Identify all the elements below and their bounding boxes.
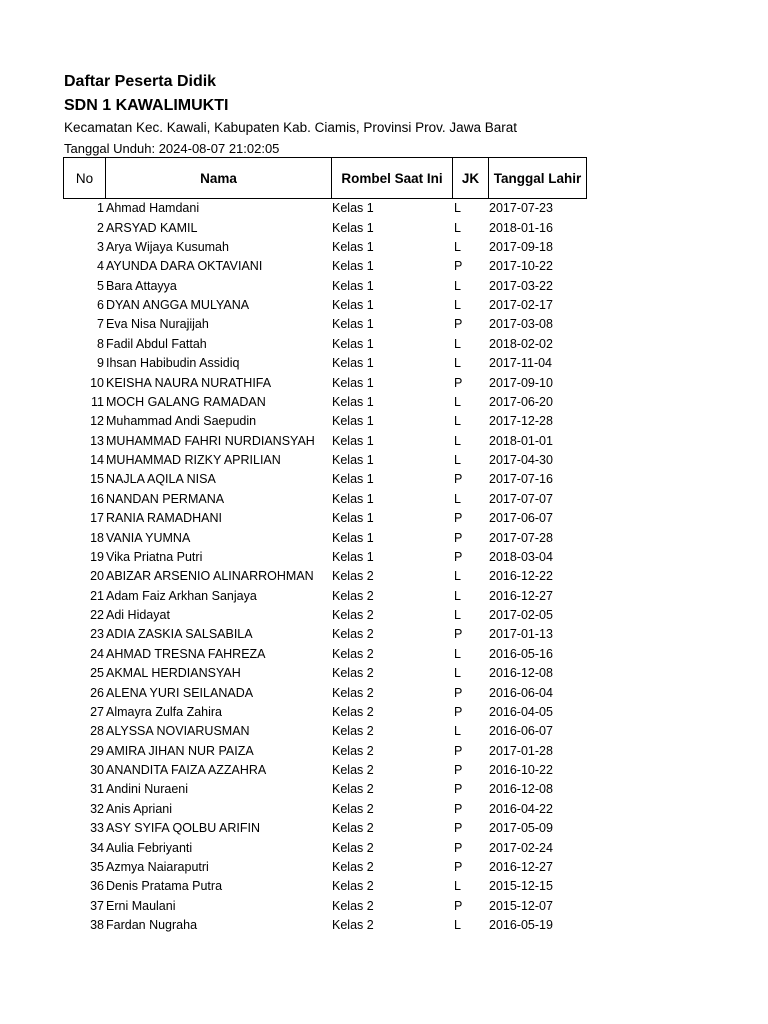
cell-nama: Almayra Zulfa Zahira xyxy=(106,704,223,719)
cell-rombel: Kelas 2 xyxy=(332,840,374,855)
cell-no: 12 xyxy=(90,414,104,429)
cell-jk: L xyxy=(454,298,461,313)
table-row xyxy=(63,625,586,644)
cell-tanggal-lahir: 2017-02-24 xyxy=(489,840,553,855)
column-header-jk: JK xyxy=(453,158,489,199)
cell-rombel: Kelas 1 xyxy=(332,472,374,487)
cell-tanggal-lahir: 2017-06-20 xyxy=(489,394,553,409)
cell-nama: AYUNDA DARA OKTAVIANI xyxy=(106,259,263,274)
table-row xyxy=(63,451,586,470)
cell-nama: Aulia Febriyanti xyxy=(106,840,193,855)
cell-jk: P xyxy=(454,259,463,274)
cell-nama: MOCH GALANG RAMADAN xyxy=(106,394,266,409)
table-row xyxy=(63,703,586,722)
cell-no: 31 xyxy=(90,782,104,797)
cell-no: 38 xyxy=(90,918,104,933)
cell-nama: ALYSSA NOVIARUSMAN xyxy=(106,724,250,739)
cell-jk: P xyxy=(454,898,463,913)
cell-tanggal-lahir: 2017-02-05 xyxy=(489,608,553,623)
cell-rombel: Kelas 1 xyxy=(332,511,374,526)
cell-nama: ABIZAR ARSENIO ALINARROHMAN xyxy=(106,569,314,584)
cell-rombel: Kelas 2 xyxy=(332,879,374,894)
table-row xyxy=(63,509,586,528)
cell-rombel: Kelas 1 xyxy=(332,453,374,468)
cell-rombel: Kelas 1 xyxy=(332,375,374,390)
column-header-rombel: Rombel Saat Ini xyxy=(332,158,453,199)
cell-no: 19 xyxy=(90,549,104,564)
cell-nama: Eva Nisa Nurajijah xyxy=(106,317,209,332)
download-date-line xyxy=(64,140,279,158)
cell-rombel: Kelas 2 xyxy=(332,859,374,874)
cell-rombel: Kelas 1 xyxy=(332,278,374,293)
table-row xyxy=(63,315,586,334)
table-row xyxy=(63,587,586,606)
cell-no: 29 xyxy=(90,743,104,758)
cell-tanggal-lahir: 2017-07-23 xyxy=(489,201,553,216)
table-row xyxy=(63,199,586,218)
cell-tanggal-lahir: 2016-06-07 xyxy=(489,724,553,739)
cell-rombel: Kelas 2 xyxy=(332,569,374,584)
column-header-nama: Nama xyxy=(106,158,332,199)
table-row xyxy=(63,916,586,935)
cell-no: 34 xyxy=(90,840,104,855)
table-row xyxy=(63,838,586,857)
cell-jk: P xyxy=(454,704,463,719)
table-row xyxy=(63,373,586,392)
table-row xyxy=(63,645,586,664)
cell-tanggal-lahir: 2015-12-15 xyxy=(489,879,553,894)
table-row xyxy=(63,780,586,799)
cell-tanggal-lahir: 2017-03-08 xyxy=(489,317,553,332)
cell-jk: P xyxy=(454,763,463,778)
cell-no: 10 xyxy=(90,375,104,390)
cell-no: 16 xyxy=(90,491,104,506)
cell-no: 11 xyxy=(91,394,104,409)
cell-nama: ARSYAD KAMIL xyxy=(106,220,198,235)
cell-rombel: Kelas 2 xyxy=(332,704,374,719)
cell-tanggal-lahir: 2017-01-28 xyxy=(489,743,553,758)
table-row xyxy=(63,238,586,257)
cell-jk: L xyxy=(454,278,461,293)
cell-no: 18 xyxy=(90,530,104,545)
table-row xyxy=(63,761,586,780)
cell-jk: L xyxy=(454,220,461,235)
cell-rombel: Kelas 1 xyxy=(332,298,374,313)
download-date-label: Tanggal Unduh: xyxy=(64,141,156,156)
cell-rombel: Kelas 2 xyxy=(332,724,374,739)
cell-tanggal-lahir: 2015-12-07 xyxy=(489,898,553,913)
cell-jk: L xyxy=(454,569,461,584)
cell-rombel: Kelas 2 xyxy=(332,782,374,797)
cell-tanggal-lahir: 2016-04-05 xyxy=(489,704,553,719)
table-row xyxy=(63,664,586,683)
school-name: SDN 1 KAWALIMUKTI xyxy=(64,97,229,114)
cell-nama: ADIA ZASKIA SALSABILA xyxy=(106,627,253,642)
cell-no: 21 xyxy=(90,588,104,603)
cell-nama: ALENA YURI SEILANADA xyxy=(106,685,254,700)
cell-no: 5 xyxy=(97,278,104,293)
cell-no: 23 xyxy=(90,627,104,642)
cell-no: 35 xyxy=(90,859,104,874)
cell-nama: Muhammad Andi Saepudin xyxy=(106,414,257,429)
cell-nama: KEISHA NAURA NURATHIFA xyxy=(106,375,272,390)
cell-tanggal-lahir: 2017-10-22 xyxy=(489,259,553,274)
cell-tanggal-lahir: 2017-11-04 xyxy=(489,356,553,371)
cell-tanggal-lahir: 2018-01-16 xyxy=(489,220,553,235)
cell-no: 20 xyxy=(90,569,104,584)
cell-tanggal-lahir: 2017-06-07 xyxy=(489,511,553,526)
cell-tanggal-lahir: 2018-03-04 xyxy=(489,549,553,564)
cell-jk: L xyxy=(454,336,461,351)
cell-jk: P xyxy=(454,627,463,642)
cell-rombel: Kelas 2 xyxy=(332,918,374,933)
region-line: Kecamatan Kec. Kawali, Kabupaten Kab. Ciamis, Provinsi Prov. Jawa Barat xyxy=(64,120,517,135)
table-row xyxy=(63,277,586,296)
cell-no: 4 xyxy=(97,259,104,274)
student-rows xyxy=(63,199,586,935)
cell-rombel: Kelas 1 xyxy=(332,259,374,274)
cell-tanggal-lahir: 2017-07-16 xyxy=(489,472,553,487)
cell-rombel: Kelas 1 xyxy=(332,394,374,409)
cell-tanggal-lahir: 2016-10-22 xyxy=(489,763,553,778)
cell-jk: L xyxy=(454,724,461,739)
cell-rombel: Kelas 2 xyxy=(332,588,374,603)
cell-rombel: Kelas 2 xyxy=(332,646,374,661)
table-row xyxy=(63,567,586,586)
cell-no: 15 xyxy=(90,472,104,487)
cell-jk: P xyxy=(454,685,463,700)
cell-nama: RANIA RAMADHANI xyxy=(106,511,222,526)
cell-nama: Arya Wijaya Kusumah xyxy=(106,239,229,254)
table-row xyxy=(63,412,586,431)
cell-nama: Fadil Abdul Fattah xyxy=(106,336,207,351)
cell-no: 8 xyxy=(97,336,104,351)
cell-nama: Erni Maulani xyxy=(106,898,176,913)
document-title: Daftar Peserta Didik xyxy=(64,73,217,90)
cell-nama: ANANDITA FAIZA AZZAHRA xyxy=(106,763,267,778)
cell-tanggal-lahir: 2017-07-28 xyxy=(489,530,553,545)
cell-jk: P xyxy=(454,317,463,332)
cell-no: 36 xyxy=(90,879,104,894)
cell-jk: P xyxy=(454,530,463,545)
cell-no: 22 xyxy=(90,608,104,623)
cell-nama: Bara Attayya xyxy=(106,278,177,293)
cell-no: 32 xyxy=(90,801,104,816)
cell-jk: L xyxy=(454,453,461,468)
table-row xyxy=(63,858,586,877)
cell-nama: NAJLA AQILA NISA xyxy=(106,472,216,487)
table-header xyxy=(63,157,587,199)
cell-rombel: Kelas 1 xyxy=(332,220,374,235)
cell-nama: NANDAN PERMANA xyxy=(106,491,225,506)
cell-jk: L xyxy=(454,588,461,603)
cell-nama: Fardan Nugraha xyxy=(106,918,198,933)
cell-jk: L xyxy=(454,608,461,623)
cell-tanggal-lahir: 2016-12-08 xyxy=(489,666,553,681)
cell-jk: P xyxy=(454,821,463,836)
cell-tanggal-lahir: 2016-12-22 xyxy=(489,569,553,584)
cell-tanggal-lahir: 2017-12-28 xyxy=(489,414,553,429)
cell-jk: P xyxy=(454,472,463,487)
cell-rombel: Kelas 2 xyxy=(332,763,374,778)
cell-tanggal-lahir: 2017-01-13 xyxy=(489,627,553,642)
cell-no: 37 xyxy=(90,898,104,913)
table-row xyxy=(63,606,586,625)
cell-nama: Azmya Naiaraputri xyxy=(106,859,209,874)
header-row xyxy=(64,158,587,199)
cell-rombel: Kelas 1 xyxy=(332,491,374,506)
cell-jk: L xyxy=(454,394,461,409)
download-date-value: 2024-08-07 21:02:05 xyxy=(158,141,280,156)
cell-nama: Denis Pratama Putra xyxy=(106,879,223,894)
cell-tanggal-lahir: 2017-02-17 xyxy=(489,298,553,313)
cell-jk: P xyxy=(454,511,463,526)
cell-rombel: Kelas 1 xyxy=(332,239,374,254)
cell-no: 13 xyxy=(90,433,104,448)
cell-rombel: Kelas 1 xyxy=(332,336,374,351)
cell-tanggal-lahir: 2018-02-02 xyxy=(489,336,553,351)
table-row xyxy=(63,432,586,451)
cell-no: 14 xyxy=(90,453,104,468)
cell-rombel: Kelas 2 xyxy=(332,898,374,913)
cell-jk: L xyxy=(454,414,461,429)
table-row xyxy=(63,354,586,373)
cell-tanggal-lahir: 2016-12-27 xyxy=(489,859,553,874)
cell-rombel: Kelas 2 xyxy=(332,743,374,758)
cell-no: 17 xyxy=(90,511,104,526)
cell-rombel: Kelas 2 xyxy=(332,821,374,836)
cell-nama: Adi Hidayat xyxy=(106,608,170,623)
cell-nama: MUHAMMAD FAHRI NURDIANSYAH xyxy=(106,433,315,448)
cell-nama: Adam Faiz Arkhan Sanjaya xyxy=(106,588,257,603)
cell-no: 2 xyxy=(97,220,104,235)
cell-jk: P xyxy=(454,549,463,564)
cell-tanggal-lahir: 2016-12-08 xyxy=(489,782,553,797)
table-row xyxy=(63,897,586,916)
cell-no: 28 xyxy=(90,724,104,739)
cell-jk: P xyxy=(454,743,463,758)
cell-rombel: Kelas 1 xyxy=(332,433,374,448)
cell-jk: L xyxy=(454,201,461,216)
table-row xyxy=(63,548,586,567)
cell-tanggal-lahir: 2017-09-10 xyxy=(489,375,553,390)
cell-no: 26 xyxy=(90,685,104,700)
cell-tanggal-lahir: 2017-05-09 xyxy=(489,821,553,836)
cell-rombel: Kelas 1 xyxy=(332,201,374,216)
cell-nama: AKMAL HERDIANSYAH xyxy=(106,666,241,681)
cell-nama: AHMAD TRESNA FAHREZA xyxy=(106,646,266,661)
table-row xyxy=(63,257,586,276)
cell-jk: P xyxy=(454,801,463,816)
cell-jk: P xyxy=(454,375,463,390)
column-header-no: No xyxy=(64,158,106,199)
cell-tanggal-lahir: 2016-06-04 xyxy=(489,685,553,700)
cell-no: 3 xyxy=(97,239,104,254)
cell-rombel: Kelas 1 xyxy=(332,356,374,371)
table-row xyxy=(63,393,586,412)
cell-no: 25 xyxy=(90,666,104,681)
cell-nama: AMIRA JIHAN NUR PAIZA xyxy=(106,743,254,758)
table-row xyxy=(63,800,586,819)
cell-nama: Anis Apriani xyxy=(106,801,173,816)
cell-nama: Ihsan Habibudin Assidiq xyxy=(106,356,240,371)
cell-no: 33 xyxy=(90,821,104,836)
cell-jk: L xyxy=(454,666,461,681)
column-header-tanggal-lahir: Tanggal Lahir xyxy=(489,158,587,199)
cell-jk: P xyxy=(454,782,463,797)
cell-jk: P xyxy=(454,859,463,874)
table-row xyxy=(63,742,586,761)
cell-tanggal-lahir: 2017-07-07 xyxy=(489,491,553,506)
table-row xyxy=(63,819,586,838)
cell-rombel: Kelas 2 xyxy=(332,627,374,642)
cell-tanggal-lahir: 2016-04-22 xyxy=(489,801,553,816)
table-row xyxy=(63,683,586,702)
cell-jk: L xyxy=(454,918,461,933)
cell-tanggal-lahir: 2016-12-27 xyxy=(489,588,553,603)
cell-jk: L xyxy=(454,646,461,661)
cell-nama: VANIA YUMNA xyxy=(106,530,191,545)
cell-rombel: Kelas 2 xyxy=(332,685,374,700)
cell-tanggal-lahir: 2017-04-30 xyxy=(489,453,553,468)
table-row xyxy=(63,490,586,509)
cell-jk: L xyxy=(454,239,461,254)
cell-rombel: Kelas 1 xyxy=(332,414,374,429)
cell-rombel: Kelas 2 xyxy=(332,801,374,816)
cell-rombel: Kelas 2 xyxy=(332,666,374,681)
cell-rombel: Kelas 1 xyxy=(332,317,374,332)
table-row xyxy=(63,296,586,315)
cell-rombel: Kelas 1 xyxy=(332,530,374,545)
cell-jk: L xyxy=(454,433,461,448)
cell-rombel: Kelas 2 xyxy=(332,608,374,623)
cell-no: 7 xyxy=(97,317,104,332)
cell-nama: ASY SYIFA QOLBU ARIFIN xyxy=(106,821,260,836)
cell-no: 1 xyxy=(97,201,104,216)
cell-nama: DYAN ANGGA MULYANA xyxy=(106,298,250,313)
table-row xyxy=(63,335,586,354)
cell-no: 27 xyxy=(90,704,104,719)
cell-tanggal-lahir: 2017-09-18 xyxy=(489,239,553,254)
cell-tanggal-lahir: 2017-03-22 xyxy=(489,278,553,293)
cell-jk: L xyxy=(454,491,461,506)
cell-jk: P xyxy=(454,840,463,855)
cell-nama: Ahmad Hamdani xyxy=(106,201,200,216)
cell-nama: Vika Priatna Putri xyxy=(106,549,203,564)
cell-no: 9 xyxy=(97,356,104,371)
cell-no: 24 xyxy=(90,646,104,661)
table-row xyxy=(63,877,586,896)
cell-nama: MUHAMMAD RIZKY APRILIAN xyxy=(106,453,281,468)
cell-no: 6 xyxy=(97,298,104,313)
cell-nama: Andini Nuraeni xyxy=(106,782,188,797)
cell-rombel: Kelas 1 xyxy=(332,549,374,564)
cell-jk: L xyxy=(454,356,461,371)
table-row xyxy=(63,722,586,741)
cell-tanggal-lahir: 2016-05-19 xyxy=(489,918,553,933)
table-row xyxy=(63,528,586,547)
cell-no: 30 xyxy=(90,763,104,778)
cell-tanggal-lahir: 2018-01-01 xyxy=(489,433,553,448)
table-row xyxy=(63,218,586,237)
table-row xyxy=(63,470,586,489)
cell-tanggal-lahir: 2016-05-16 xyxy=(489,646,553,661)
cell-jk: L xyxy=(454,879,461,894)
student-table xyxy=(63,199,586,935)
